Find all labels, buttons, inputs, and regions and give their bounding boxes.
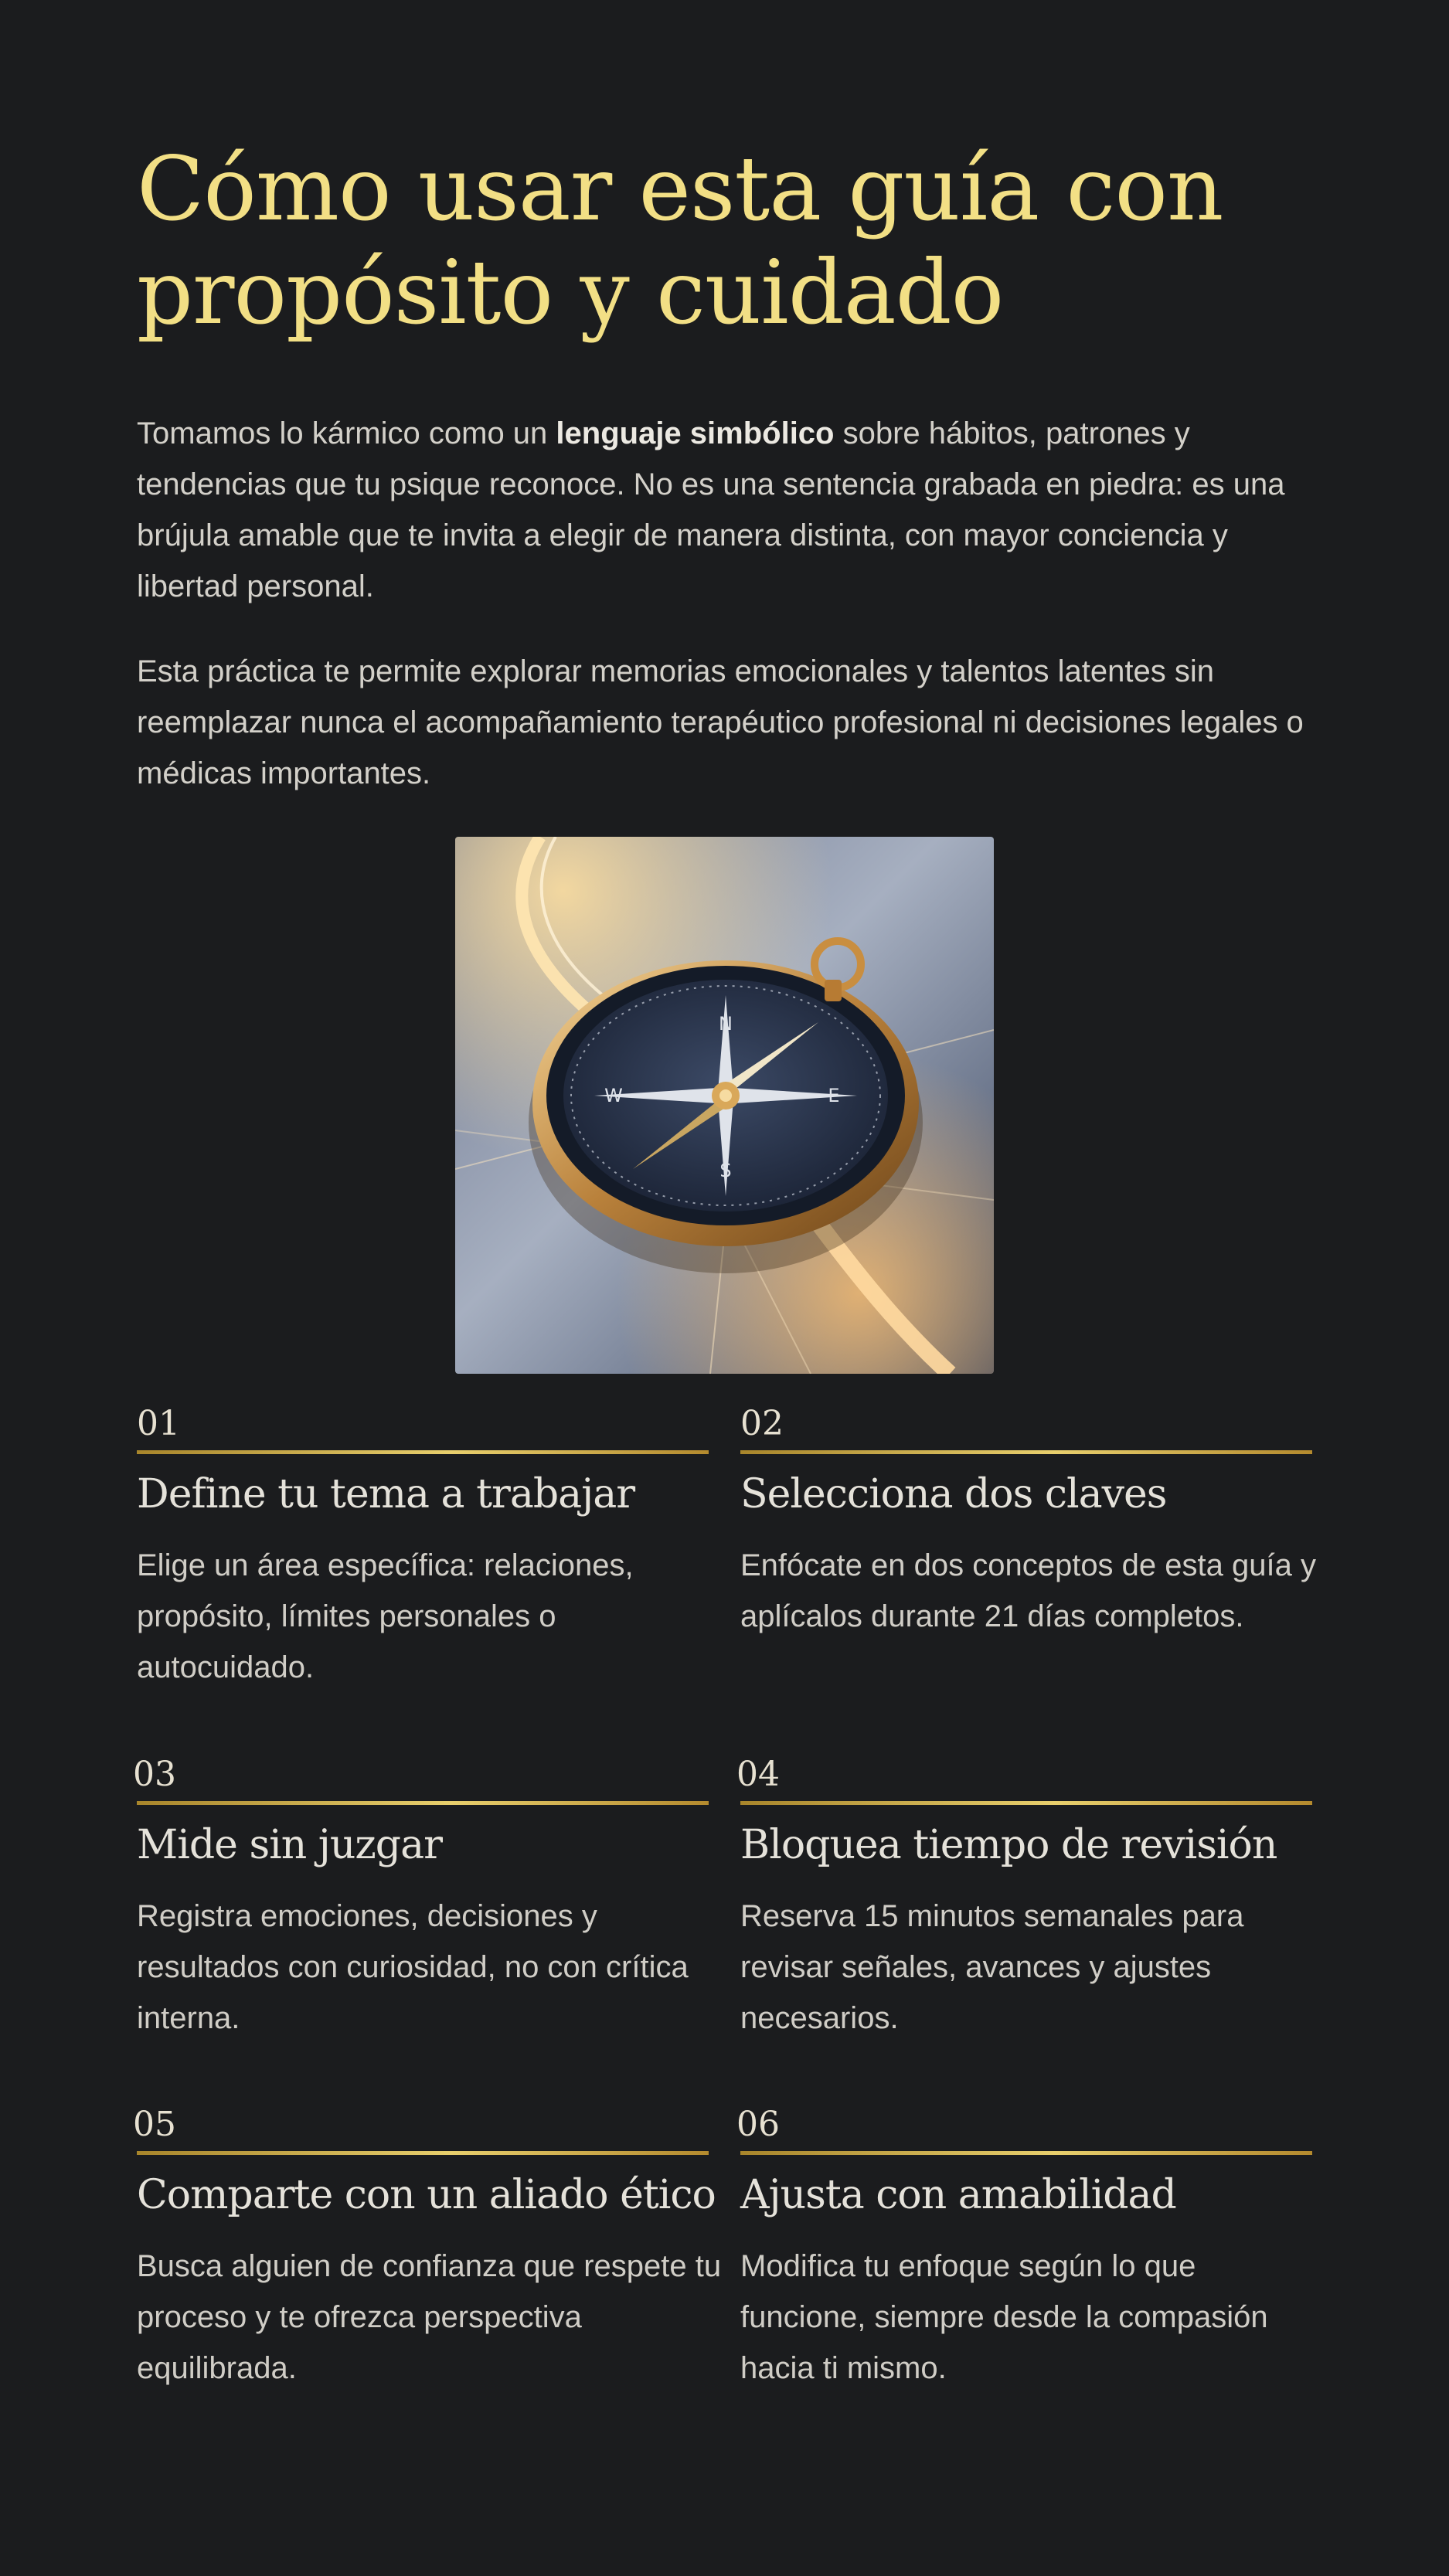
intro-paragraph-1: [137, 408, 1319, 612]
compass-north-letter: N: [719, 1013, 733, 1035]
step-title: Selecciona dos claves: [740, 1471, 1167, 1517]
step-number: 01: [137, 1404, 180, 1443]
step-description: Elige un área específica: relaciones, propósito, límites personales o autocuidado.: [137, 1548, 634, 1684]
compass-west-letter: W: [604, 1085, 623, 1106]
compass-image: [455, 837, 994, 1374]
step-title: Bloquea tiempo de revisión: [740, 1822, 1277, 1868]
step-number: 04: [736, 1755, 780, 1794]
step-number: 06: [736, 2105, 780, 2144]
step-number: 02: [740, 1404, 784, 1443]
step-title: Mide sin juzgar: [137, 1822, 442, 1868]
step-description: Busca alguien de confianza que respete tu proceso y te ofrezca perspectiva equilibrada.: [137, 2249, 722, 2385]
step-divider: [137, 1801, 709, 1805]
step-description: Reserva 15 minutos semanales para revisar señales, avances y ajustes necesarios.: [740, 1899, 1244, 2035]
step-description: Modifica tu enfoque según lo que funcione, siempre desde la compasión hacia ti mismo.: [740, 2249, 1268, 2385]
step-number: 03: [133, 1755, 176, 1794]
intro-p1-text-end: sobre hábitos, patrones y tendencias que tu psique reconoce. No es una sentencia grabada en piedra: es una brújula amable que te invita a elegir de manera distinta, con mayor conciencia y libertad personal.: [137, 416, 1285, 603]
page-title-line-1: Cómo usar esta guía con: [137, 138, 1223, 240]
page-title-line-2: propósito y cuidado: [137, 241, 1004, 344]
step-title: Ajusta con amabilidad: [740, 2172, 1176, 2218]
intro-p1-text-start: Tomamos lo kármico como un: [137, 416, 556, 450]
step-title: Comparte con un aliado ético: [137, 2172, 716, 2218]
compass-icon: [455, 837, 994, 1374]
step-number: 05: [133, 2105, 176, 2144]
step-divider: [137, 2151, 709, 2155]
step-divider: [740, 1450, 1312, 1454]
step-description: Registra emociones, decisiones y resultados con curiosidad, no con crítica interna.: [137, 1899, 689, 2035]
step-title: Define tu tema a trabajar: [137, 1471, 635, 1517]
step-divider: [137, 1450, 709, 1454]
step-divider: [740, 2151, 1312, 2155]
step-description: Enfócate en dos conceptos de esta guía y aplícalos durante 21 días completos.: [740, 1548, 1316, 1633]
intro-p1-emphasis: lenguaje simbólico: [556, 416, 835, 450]
compass-east-letter: E: [828, 1085, 840, 1106]
step-divider: [740, 1801, 1312, 1805]
compass-south-letter: S: [719, 1160, 732, 1181]
page-title: [137, 138, 1296, 345]
intro-paragraph-2: Esta práctica te permite explorar memorias emocionales y talentos latentes sin reemplazar nunca el acompañamiento terapéutico profesional ni decisiones legales o médicas importantes.: [137, 654, 1304, 790]
